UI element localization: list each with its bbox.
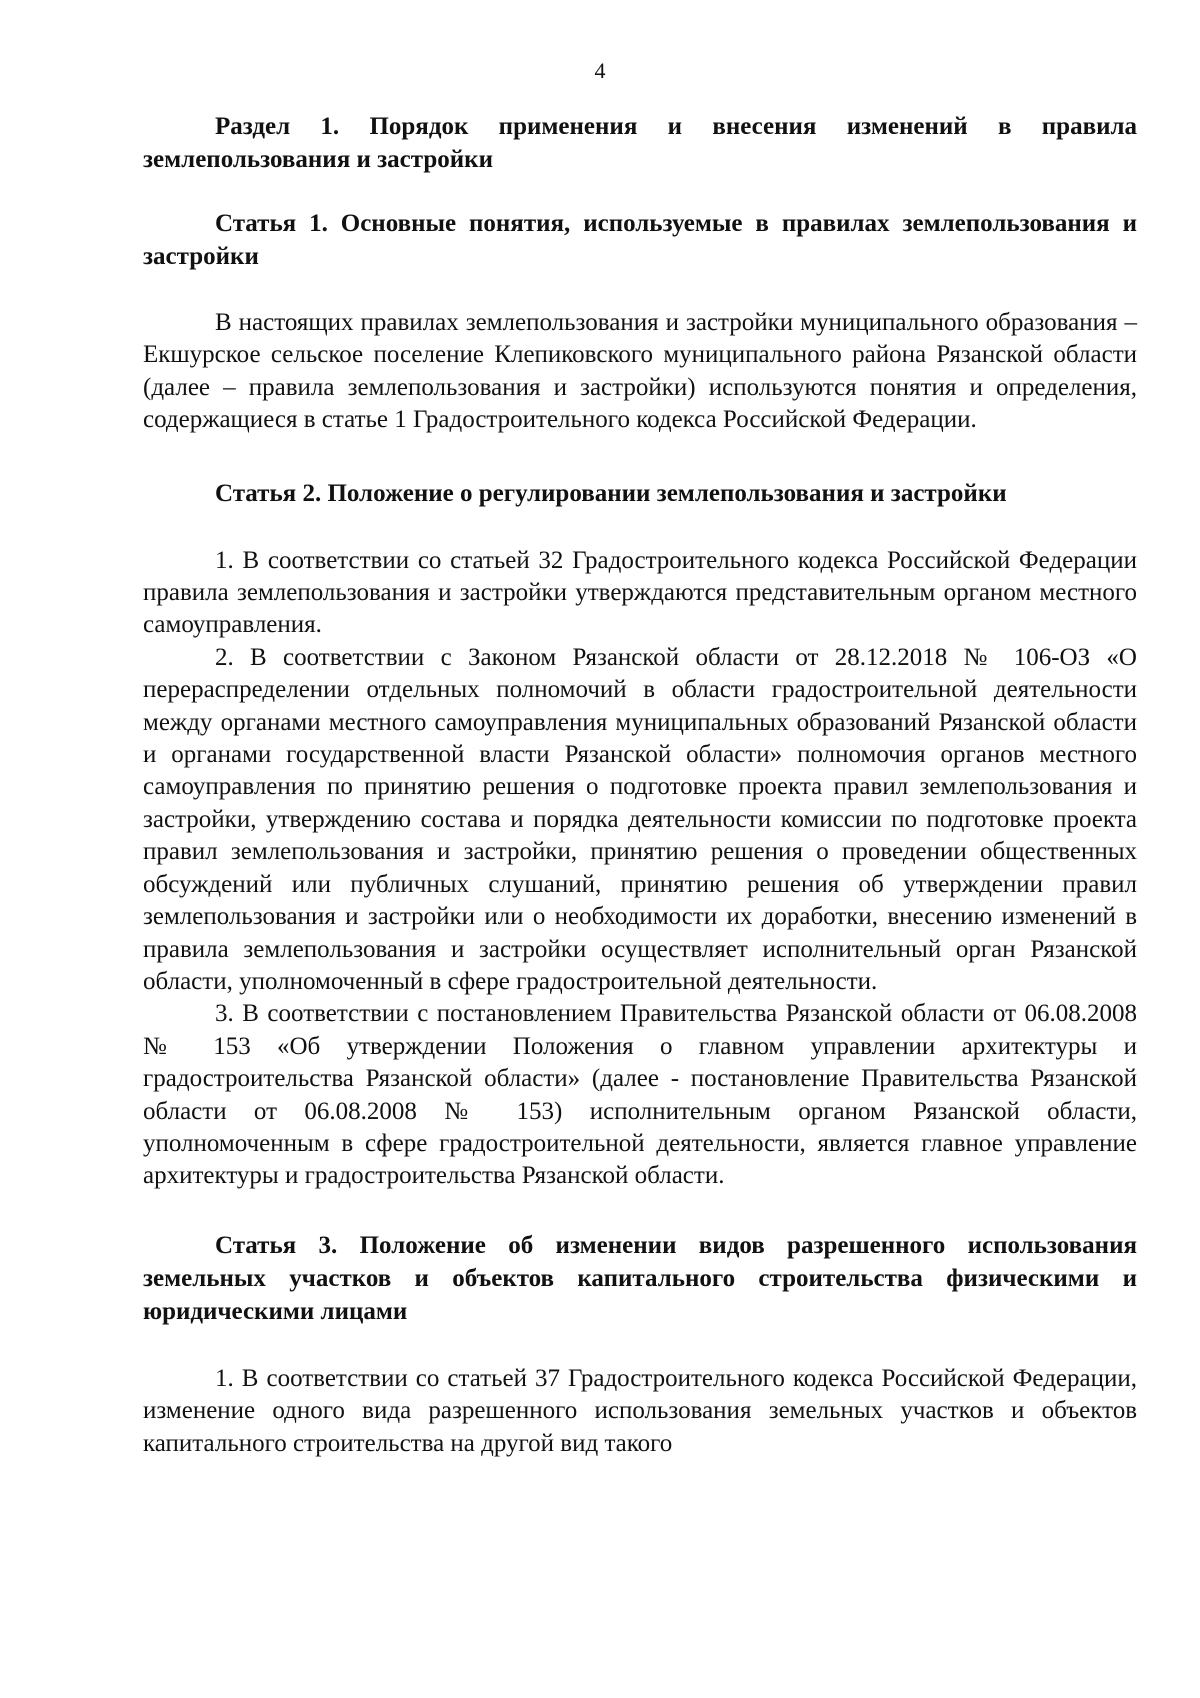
section-heading: Раздел 1. Порядок применения и внесения изменений в правила землепользования и застройки [143, 113, 1137, 173]
page-number: 4 [594, 58, 606, 83]
article-3-heading: Статья 3. Положение об изменении видов разрешенного использования земельных участков и объектов капитального строительства физическими и юридическими лицами [143, 1231, 1137, 1325]
article-1-paragraph: В настоящих правилах землепользования и застройки муниципального образования – Екшурское сельское поселение Клепиковского муниципального района Рязанской области (далее – правила землепользования и застройки) используются понятия и определения, содержащиеся в статье 1 Градостроительного кодекса Российской Федерации. [143, 309, 1137, 434]
article-2-paragraph-2: 2. В соответствии с Законом Рязанской области от 28.12.2018 № 106-ОЗ «О перераспределении отдельных полномочий в области градостроительной деятельности между органами местного самоуправления муниципальных образований Рязанской области и органами государственной власти Рязанской области» полномочия органов местного самоуправления по принятию решения о подготовке проекта правил землепользования и застройки, утверждению состава и порядка деятельности комиссии по подготовке проекта правил землепользования и застройки, принятию решения о проведении общественных обсуждений или публичных слушаний, принятию решения об утверждении правил землепользования и застройки или о необходимости их доработки, внесению изменений в правила землепользования и застройки осуществляет исполнительный орган Рязанской области, уполномоченный в сфере градостроительной деятельности. [143, 643, 1137, 995]
article-2-paragraph-3: 3. В соответствии с постановлением Правительства Рязанской области от 06.08.2008 № 153 «Об утверждении Положения о главном управлении архитектуры и градостроительства Рязанской области» (далее - постановление Правительства Рязанской области от 06.08.2008 № 153) исполнительным органом Рязанской области, уполномоченным в сфере градостроительной деятельности, является главное управление архитектуры и градостроительства Рязанской области. [143, 1000, 1137, 1190]
article-1-heading: Статья 1. Основные понятия, используемые в правилах землепользования и застройки [143, 210, 1137, 270]
document-body [143, 110, 1137, 1460]
article-2-paragraph-1: 1. В соответствии со статьей 32 Градостроительного кодекса Российской Федерации правила землепользования и застройки утверждаются представительным органом местного самоуправления. [143, 546, 1137, 639]
article-2-heading: Статья 2. Положение о регулировании землепользования и застройки [215, 479, 1007, 507]
article-3-paragraph-1: 1. В соответствии со статьей 37 Градостроительного кодекса Российской Федерации, изменение одного вида разрешенного использования земельных участков и объектов капитального строительства на другой вид такого [143, 1364, 1137, 1457]
